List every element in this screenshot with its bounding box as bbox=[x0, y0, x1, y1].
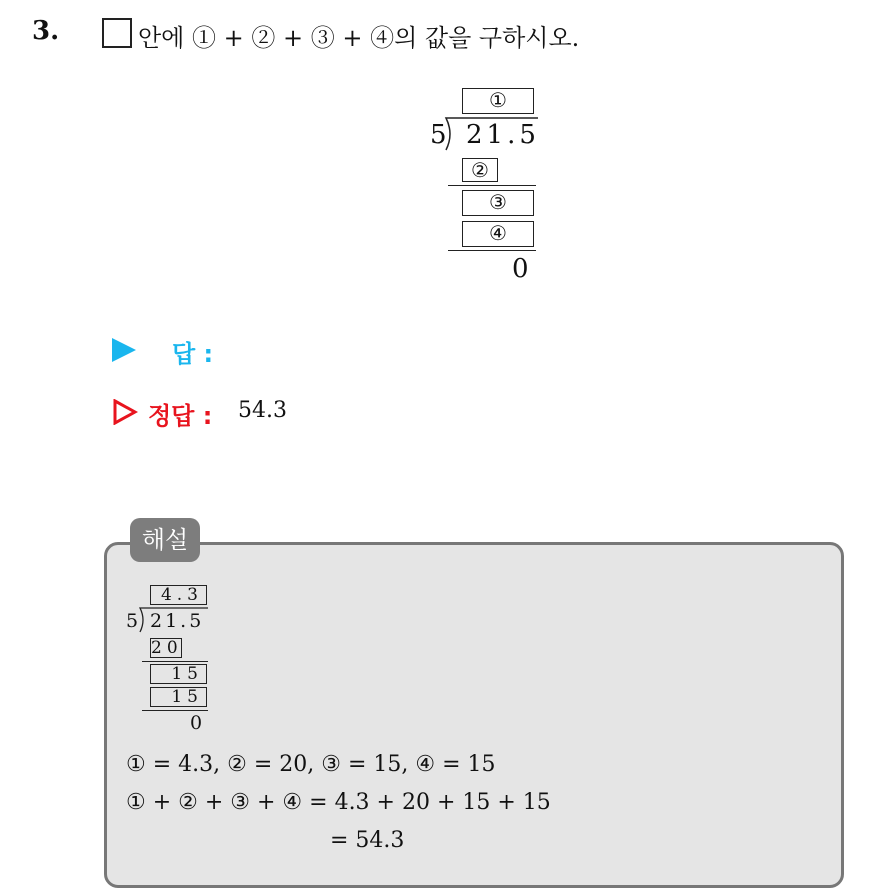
question-number: 3. bbox=[32, 16, 60, 46]
step-box-3: ③ bbox=[462, 190, 534, 216]
exp-divisor: 5 bbox=[126, 610, 142, 632]
exp-step-3: 15 bbox=[150, 687, 207, 707]
remainder: 0 bbox=[512, 254, 533, 284]
explanation-line-1: ① = 4.3, ② = 20, ③ = 15, ④ = 15 bbox=[126, 752, 496, 777]
exp-quotient-box: 4.3 bbox=[150, 585, 207, 605]
exp-dividend: 21.5 bbox=[150, 610, 205, 632]
exp-step-1: 20 bbox=[151, 638, 183, 658]
exp-subtract-line-1 bbox=[142, 661, 208, 662]
correct-answer-label: 정답 : bbox=[148, 402, 213, 430]
subtract-line-1 bbox=[448, 185, 536, 186]
correct-answer-value: 54.3 bbox=[238, 398, 287, 423]
subtract-line-2 bbox=[448, 250, 536, 251]
explanation-line-2: ① + ② + ③ + ④ = 4.3 + 20 + 15 + 15 bbox=[126, 790, 551, 815]
correct-triangle-icon bbox=[112, 399, 138, 425]
question-text: 안에 ① + ② + ③ + ④의 값을 구하시오. bbox=[138, 24, 580, 52]
answer-triangle-icon bbox=[112, 338, 136, 362]
divisor: 5 bbox=[430, 120, 451, 150]
step-box-2: ② bbox=[462, 158, 498, 182]
dividend: 21.5 bbox=[466, 120, 540, 150]
explanation-tag: 해설 bbox=[130, 518, 200, 562]
exp-step-2: 15 bbox=[150, 664, 207, 684]
explanation-line-3: = 54.3 bbox=[330, 828, 405, 853]
blank-box bbox=[102, 18, 132, 48]
quotient-box: ① bbox=[462, 88, 534, 114]
exp-subtract-line-2 bbox=[142, 710, 208, 711]
explanation-panel bbox=[104, 542, 844, 888]
answer-label: 답 : bbox=[172, 340, 214, 368]
exp-remainder: 0 bbox=[190, 712, 206, 734]
step-box-4: ④ bbox=[462, 221, 534, 247]
